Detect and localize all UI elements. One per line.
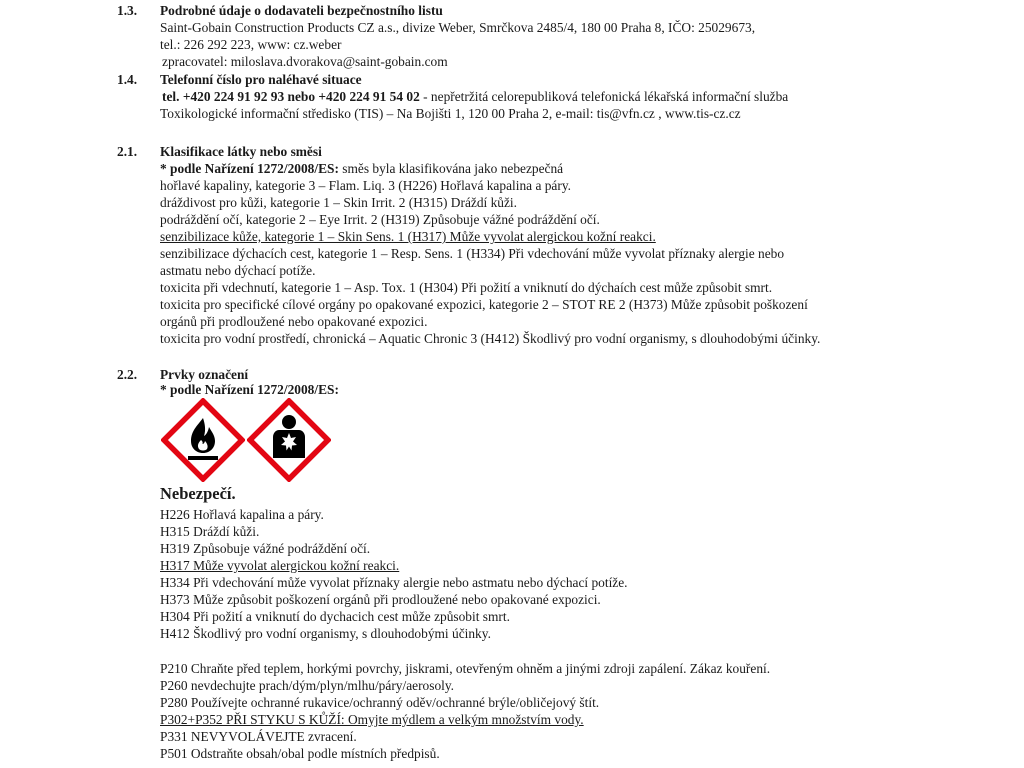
classification-verdict: směs byla klasifikována jako nebezpečná <box>338 161 564 176</box>
hazard-statement: H412 Škodlivý pro vodní organismy, s dlouhodobými účinky. <box>160 626 491 641</box>
regulation-reference: * podle Nařízení 1272/2008/ES: <box>160 161 339 176</box>
precautionary-statement: P280 Používejte ochranné rukavice/ochranný oděv/ochranné brýle/obličejový štít. <box>160 695 600 710</box>
precautionary-statement: P501 Odstraňte obsah/obal podle místních předpisů. <box>160 746 440 761</box>
classification-item: senzibilizace kůže, kategorie 1 – Skin Sens. 1 (H317) Může vyvolat alergickou kožní reakci. <box>160 229 656 244</box>
classification-regulation-line <box>160 160 563 177</box>
classification-item: toxicita při vdechnutí, kategorie 1 – Asp. Tox. 1 (H304) Při požití a vniknutí do dýchaích cest může způsobit smrt. <box>160 280 773 295</box>
hazard-statement: H319 Způsobuje vážné podráždění očí. <box>160 541 371 556</box>
section-title-label-elements: Prvky označení <box>160 367 249 382</box>
hazard-statement: H304 Při požití a vniknutí do dychacich cest může způsobit smrt. <box>160 609 510 624</box>
section-title-supplier: Podrobné údaje o dodavateli bezpečnostního listu <box>160 3 443 18</box>
section-number-1-4: 1.4. <box>117 72 138 87</box>
section-title-classification: Klasifikace látky nebo směsi <box>160 144 322 159</box>
hazard-statement: H317 Může vyvolat alergickou kožní reakci. <box>160 558 400 573</box>
section-number-1-3: 1.3. <box>117 3 138 18</box>
supplier-contact: tel.: 226 292 223, www: cz.weber <box>160 37 342 52</box>
ghs-pictograms <box>161 398 341 482</box>
section-number-2-2: 2.2. <box>117 367 138 382</box>
section-number-2-1: 2.1. <box>117 144 138 159</box>
health-hazard-icon <box>247 398 331 482</box>
hazard-statement: H373 Může způsobit poškození orgánů při prodloužené nebo opakované expozici. <box>160 592 601 607</box>
hazard-statement: H315 Dráždí kůži. <box>160 524 260 539</box>
classification-item: toxicita pro specifické cílové orgány po opakované expozici, kategorie 2 – STOT RE 2 (H373) Může způsobit poškození <box>160 297 808 312</box>
classification-item: toxicita pro vodní prostředí, chronická – Aquatic Chronic 3 (H412) Škodlivý pro vodní organismy, s dlouhodobými účinky. <box>160 331 821 346</box>
classification-item: senzibilizace dýchacích cest, kategorie 1 – Resp. Sens. 1 (H334) Při vdechování může vyvolat příznaky alergie nebo <box>160 246 785 261</box>
signal-word: Nebezpečí. <box>160 484 236 503</box>
precautionary-statement: P260 nevdechujte prach/dým/plyn/mlhu/páry/aerosoly. <box>160 678 455 693</box>
classification-item: hořlavé kapaliny, kategorie 3 – Flam. Liq. 3 (H226) Hořlavá kapalina a páry. <box>160 178 572 193</box>
flame-icon <box>161 398 245 482</box>
emergency-phone-line <box>162 88 788 105</box>
emergency-phone-description: - nepřetržitá celorepubliková telefonická lékařská informační služba <box>419 89 789 104</box>
classification-item: astmatu nebo dýchací potíže. <box>160 263 316 278</box>
toxicology-center-info: Toxikologické informační středisko (TIS) – Na Bojišti 1, 120 00 Praha 2, e-mail: tis@vfn.cz , www.tis-cz.cz <box>160 106 741 121</box>
classification-item: dráždivost pro kůži, kategorie 1 – Skin Irrit. 2 (H315) Dráždí kůži. <box>160 195 517 210</box>
supplier-address: Saint-Gobain Construction Products CZ a.s., divize Weber, Smrčkova 2485/4, 180 00 Praha 8, IČO: 25029673, <box>160 20 756 35</box>
label-regulation-reference: * podle Nařízení 1272/2008/ES: <box>160 382 339 397</box>
classification-item: podráždění očí, kategorie 2 – Eye Irrit. 2 (H319) Způsobuje vážné podráždění očí. <box>160 212 600 227</box>
classification-item: orgánů při prodloužené nebo opakované expozici. <box>160 314 428 329</box>
hazard-statement: H334 Při vdechování může vyvolat příznaky alergie nebo astmatu nebo dýchací potíže. <box>160 575 628 590</box>
supplier-processor-email: zpracovatel: miloslava.dvorakova@saint-gobain.com <box>162 54 448 69</box>
section-title-emergency-phone: Telefonní číslo pro naléhavé situace <box>160 72 362 87</box>
precautionary-statement: P210 Chraňte před teplem, horkými povrchy, jiskrami, otevřeným ohněm a jinými zdroji zapálení. Zákaz kouření. <box>160 661 771 676</box>
precautionary-statement: P302+P352 PŘI STYKU S KŮŽÍ: Omyjte mýdlem a velkým množstvím vody. <box>160 712 584 727</box>
emergency-phone-numbers: tel. +420 224 91 92 93 nebo +420 224 91 54 02 <box>162 89 420 104</box>
hazard-statement: H226 Hořlavá kapalina a páry. <box>160 507 324 522</box>
precautionary-statement: P331 NEVYVOLÁVEJTE zvracení. <box>160 729 357 744</box>
